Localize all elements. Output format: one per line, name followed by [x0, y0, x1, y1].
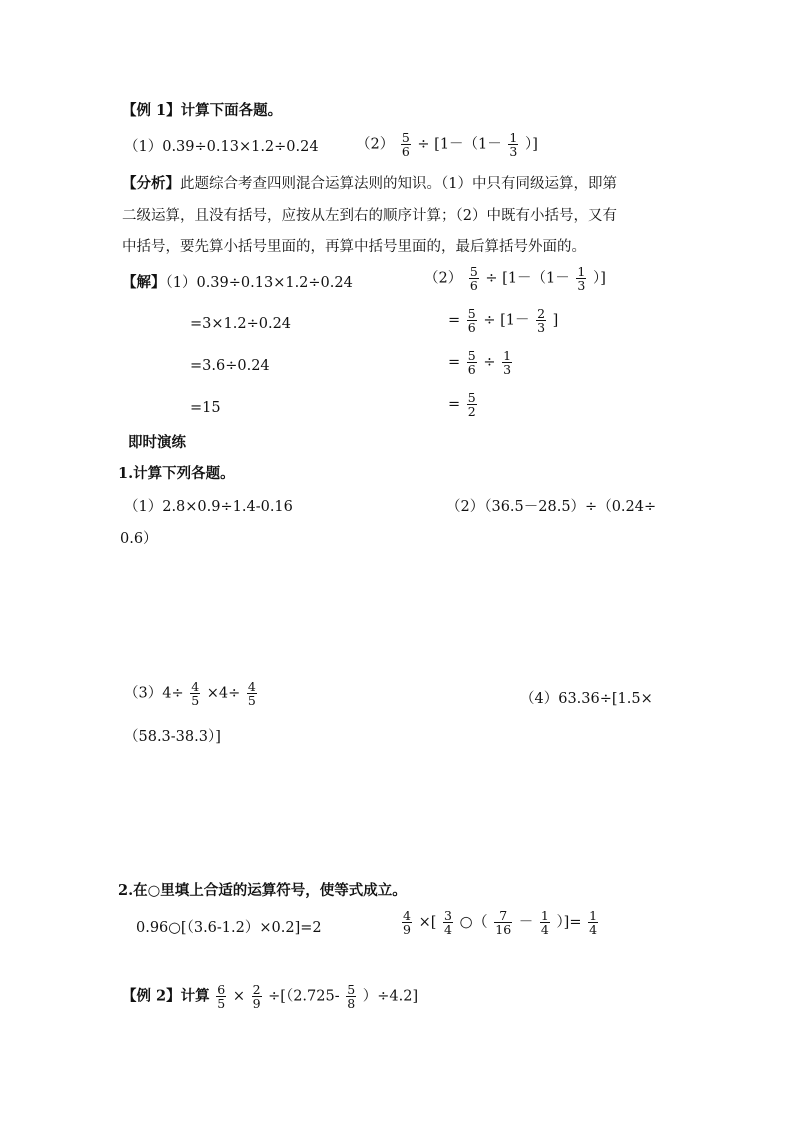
fraction-6-5: $\frac{6}{5}$: [217, 982, 226, 1012]
fraction-5-6: $\frac{5}{6}$: [467, 306, 476, 336]
solution-step-2: =3×1.2÷0.24: [190, 316, 292, 332]
q1-problem-4-line2: （58.3-38.3）]: [124, 729, 221, 745]
fraction-5-8: $\frac{5}{8}$: [347, 982, 356, 1012]
example1-heading: 【例 1】计算下面各题。: [122, 102, 283, 119]
fraction-1-3: $\frac{1}{3}$: [503, 348, 512, 378]
q1-problem-3: （3）4÷ $\frac{4}{5}$ ×4÷ $\frac{4}{5}$: [124, 679, 256, 709]
example1-problem2: （2） $\frac{5}{6}$ ÷ [1－（1－ $\frac{1}{3}$ ）]: [356, 130, 538, 160]
analysis-line-2: 二级运算，且没有括号，应按从左到右的顺序计算；（2）中既有小括号，又有: [122, 208, 617, 224]
analysis-text-1: 此题综合考查四则混合运算法则的知识。（1）中只有同级运算，即第: [180, 176, 617, 192]
q1-problem-1: （1）2.8×0.9÷1.4-0.16: [124, 499, 293, 515]
q2-title: 2.在○里填上合适的运算符号，使等式成立。: [118, 882, 407, 899]
solution-step-3: =3.6÷0.24: [190, 358, 270, 374]
fraction-1-4: $\frac{1}{4}$: [540, 908, 549, 938]
blank-circle[interactable]: ○（: [459, 912, 488, 931]
q2-equation-2: $\frac{4}{9}$ ×[ $\frac{3}{4}$ ○（ $\frac{7}{16}$ － $\frac{1}{4}$ ）]= $\frac{1}{4}$: [403, 908, 598, 938]
q2-equation-1: 0.96○[（3.6-1.2）×0.2]=2: [136, 920, 322, 936]
fraction-5-6: $\frac{5}{6}$: [467, 348, 476, 378]
q1-title: 1.计算下列各题。: [118, 465, 235, 482]
solution2-step-1: （2） $\frac{5}{6}$ ÷ [1－（1－ $\frac{1}{3}$ ）]: [424, 264, 606, 294]
solution2-step-3: = $\frac{5}{6}$ ÷ $\frac{1}{3}$: [448, 348, 512, 378]
practice-title: 即时演练: [128, 434, 186, 451]
fraction-4-5: $\frac{4}{5}$: [191, 679, 200, 709]
q1-problem-2-line1: （2）（36.5－28.5）÷（0.24÷: [446, 499, 657, 515]
fraction-4-9: $\frac{4}{9}$: [403, 908, 411, 938]
fraction-2-3: $\frac{2}{3}$: [537, 306, 546, 336]
q1-problem-4-line1: （4）63.36÷[1.5×: [520, 691, 653, 707]
analysis-line-3: 中括号，要先算小括号里面的，再算中括号里面的，最后算括号外面的。: [122, 239, 586, 255]
q1-problem-2-line2: 0.6）: [120, 531, 158, 547]
fraction-4-5: $\frac{4}{5}$: [247, 679, 256, 709]
fraction-5-6: $\frac{5}{6}$: [469, 264, 478, 294]
fraction-1-3: $\frac{1}{3}$: [509, 130, 518, 160]
solution-step-1: 【解】（1）0.39÷0.13×1.2÷0.24: [122, 274, 353, 291]
solution2-step-4: = $\frac{5}{2}$: [448, 390, 476, 420]
solution-label: 【解】: [122, 274, 166, 291]
fraction-5-2: $\frac{5}{2}$: [467, 390, 476, 420]
solution-step-4: =15: [190, 400, 221, 416]
analysis-line-1: 【分析】此题综合考查四则混合运算法则的知识。（1）中只有同级运算，即第: [122, 175, 617, 192]
fraction-1-3: $\frac{1}{3}$: [577, 264, 586, 294]
example2-label: 【例 2】计算: [122, 987, 210, 1005]
problem-label: （2）: [356, 136, 395, 153]
example2: 【例 2】计算 $\frac{6}{5}$ × $\frac{2}{9}$ ÷[（2.725- $\frac{5}{8}$ ）÷4.2]: [122, 982, 419, 1012]
fraction-3-4: $\frac{3}{4}$: [443, 908, 452, 938]
fraction-7-16: $\frac{7}{16}$: [495, 908, 512, 938]
solution2-step-2: = $\frac{5}{6}$ ÷ [1－ $\frac{2}{3}$ ]: [448, 306, 559, 336]
fraction-5-6: $\frac{5}{6}$: [401, 130, 410, 160]
example1-problem1: （1）0.39÷0.13×1.2÷0.24: [124, 139, 319, 155]
fraction-2-9: $\frac{2}{9}$: [252, 982, 261, 1012]
fraction-1-4: $\frac{1}{4}$: [589, 908, 598, 938]
